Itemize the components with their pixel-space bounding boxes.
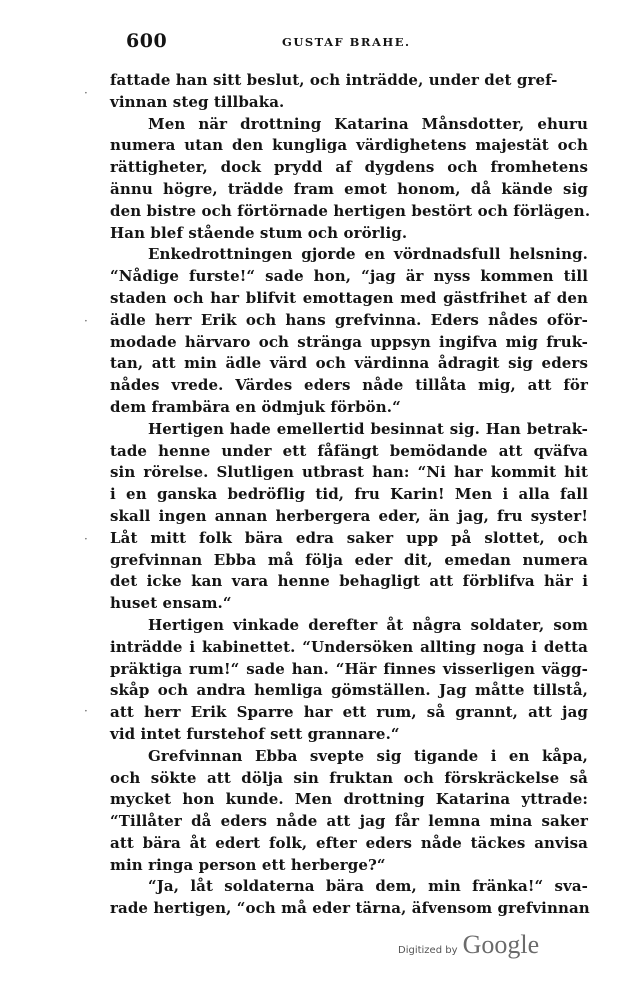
text-line: huset ensam.“ bbox=[110, 594, 232, 613]
text-line: Hertigen vinkade derefter åt några soldater, som bbox=[148, 615, 588, 634]
text-line: Enkedrottningen gjorde en vördnadsfull helsning. bbox=[148, 245, 588, 264]
text-line: modade härvaro och stränga uppsyn ingifva mig fruk- bbox=[110, 332, 588, 351]
text-line: skall ingen annan herbergera eder, än jag, fru syster! bbox=[110, 506, 588, 525]
margin-mark: · bbox=[84, 704, 88, 718]
text-line: skåp och andra hemliga gömställen. Jag måtte tillstå, bbox=[110, 681, 588, 700]
text-line: Men när drottning Katarina Månsdotter, ehuru bbox=[148, 114, 588, 133]
digitized-by-label: Digitized by bbox=[398, 945, 458, 956]
text-line: “Nådige furste!“ sade hon, “jag är nyss kommen till bbox=[110, 267, 588, 286]
text-line: Han blef stående stum och orörlig. bbox=[110, 223, 408, 242]
text-line: staden och har blifvit emottagen med gästfrihet af den bbox=[110, 288, 588, 307]
text-line: tade henne under ett fåfängt bemödande att qväfva bbox=[110, 441, 588, 460]
text-line: inträdde i kabinettet. “Undersöken allting noga i detta bbox=[110, 637, 588, 656]
google-digitized-watermark bbox=[398, 930, 539, 966]
text-line: fattade han sitt beslut, och inträdde, under det gref- bbox=[110, 71, 558, 89]
google-logo-text: Google bbox=[462, 930, 540, 959]
text-line: min ringa person ett herberge?“ bbox=[110, 855, 386, 874]
text-line: präktiga rum!“ sade han. “Här finnes visserligen vägg- bbox=[110, 659, 588, 678]
text-line: “Ja, låt soldaterna bära dem, min fränka!“ sva- bbox=[148, 877, 588, 896]
text-line: ädle herr Erik och hans grefvinna. Eders nådes oför- bbox=[110, 310, 588, 329]
text-line: vinnan steg tillbaka. bbox=[110, 92, 285, 111]
margin-mark: · bbox=[84, 86, 88, 100]
margin-mark: · bbox=[84, 314, 88, 328]
page-number: 600 bbox=[126, 30, 168, 52]
running-head: GUSTAF BRAHE. bbox=[282, 35, 411, 49]
text-line: den bistre och förtörnade hertigen bestört och förlägen. bbox=[110, 201, 591, 220]
text-line: mycket hon kunde. Men drottning Katarina yttrade: bbox=[110, 790, 588, 809]
text-line: Grefvinnan Ebba svepte sig tigande i en kåpa, bbox=[148, 746, 588, 765]
text-line: att herr Erik Sparre har ett rum, så grannt, att jag bbox=[110, 703, 588, 722]
text-line: grefvinnan Ebba må följa eder dit, emedan numera bbox=[110, 550, 588, 569]
text-line: numera utan den kungliga värdighetens majestät och bbox=[110, 136, 588, 155]
text-line: rade hertigen, “och må eder tärna, äfvensom grefvinnan bbox=[110, 899, 590, 918]
text-line: nådes vrede. Värdes eders nåde tillåta mig, att för bbox=[110, 376, 588, 395]
text-line: det icke kan vara henne behagligt att förblifva här i bbox=[110, 572, 588, 591]
text-line: dem frambära en ödmjuk förbön.“ bbox=[110, 397, 401, 416]
text-line: sin rörelse. Slutligen utbrast han: “Ni har kommit hit bbox=[110, 463, 588, 482]
text-line: i en ganska bedröflig tid, fru Karin! Men i alla fall bbox=[110, 485, 588, 504]
page-header bbox=[110, 30, 590, 58]
text-line: ännu högre, trädde fram emot honom, då kände sig bbox=[110, 179, 588, 198]
text-line: vid intet furstehof sett grannare.“ bbox=[110, 724, 400, 743]
text-line: tan, att min ädle värd och värdinna ådragit sig eders bbox=[110, 354, 588, 373]
text-line: Hertigen hade emellertid besinnat sig. Han betrak- bbox=[148, 419, 588, 438]
body-text bbox=[110, 70, 591, 920]
text-line: Låt mitt folk bära edra saker upp på slottet, och bbox=[110, 528, 588, 547]
text-line: “Tillåter då eders nåde att jag får lemna mina saker bbox=[110, 812, 588, 831]
text-line: och sökte att dölja sin fruktan och förskräckelse så bbox=[110, 768, 588, 787]
text-line: att bära åt edert folk, efter eders nåde täckes anvisa bbox=[110, 833, 588, 852]
text-line: rättigheter, dock prydd af dygdens och fromhetens bbox=[110, 158, 588, 177]
margin-mark: · bbox=[84, 532, 88, 546]
